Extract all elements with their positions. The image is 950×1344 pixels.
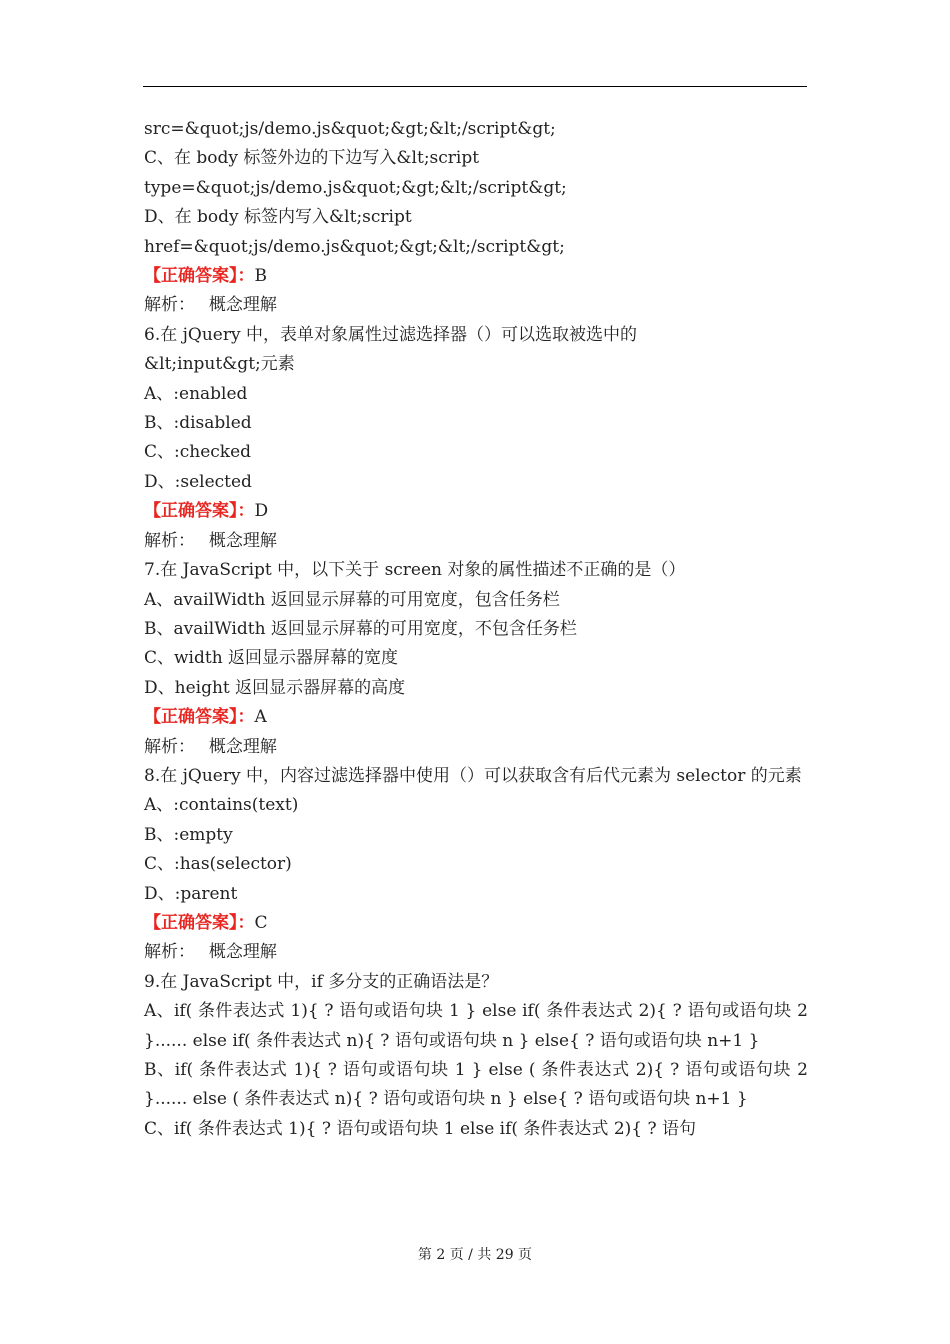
option-a: A、if( 条件表达式 1){ ? 语句或语句块 1 } else if( 条件表达式 2){ ? 语句或语句块 2 }...... else if( 条件表达式 n){ ? 语句或语句块 n } else{ ? 语句或语句块 n+1 } (144, 1001, 814, 1051)
option-b: B、:disabled (144, 413, 252, 434)
analysis-line: 解析： 概念理解 (144, 530, 277, 551)
answer-value: C (254, 912, 268, 933)
question-7: 7.在 JavaScript 中，以下关于 screen 对象的属性描述不正确的是（） (144, 560, 686, 581)
option-b: B、availWidth 返回显示屏幕的可用宽度，不包含任务栏 (144, 618, 577, 639)
text-line: href=&quot;js/demo.js&quot;&gt;&lt;/script&gt; (144, 236, 565, 257)
document-body (144, 115, 814, 1144)
question-9: 9.在 JavaScript 中，if 多分支的正确语法是？ (144, 971, 499, 992)
answer-label: 【正确答案】： (144, 912, 255, 933)
answer-value: B (254, 266, 267, 287)
answer-label: 【正确答案】： (144, 501, 255, 522)
answer-line (144, 262, 808, 291)
analysis-line: 解析： 概念理解 (144, 295, 277, 316)
question-6-continued: &lt;input&gt;元素 (144, 354, 295, 375)
header-rule (143, 86, 807, 87)
question-8: 8.在 jQuery 中，内容过滤选择器中使用（）可以获取含有后代元素为 selector 的元素 (144, 765, 802, 786)
text-line: type=&quot;js/demo.js&quot;&gt;&lt;/script&gt; (144, 177, 567, 198)
option-c: C、:checked (144, 442, 252, 463)
option-d: D、:parent (144, 883, 238, 904)
answer-label: 【正确答案】： (144, 707, 255, 728)
answer-line (144, 497, 808, 526)
option-b: B、:empty (144, 824, 233, 845)
answer-line (144, 703, 808, 732)
text-line: C、在 body 标签外边的下边写入&lt;script (144, 148, 480, 169)
option-c: C、if( 条件表达式 1){ ? 语句或语句块 1 else if( 条件表达式 2){ ? 语句 (144, 1118, 697, 1139)
option-c: C、width 返回显示器屏幕的宽度 (144, 648, 399, 669)
text-line: D、在 body 标签内写入&lt;script (144, 207, 412, 228)
analysis-line: 解析： 概念理解 (144, 736, 277, 757)
option-d: D、:selected (144, 471, 252, 492)
answer-value: D (254, 501, 269, 522)
option-d: D、height 返回显示器屏幕的高度 (144, 677, 406, 698)
answer-value: A (254, 707, 267, 728)
option-c: C、:has(selector) (144, 854, 292, 875)
text-line: src=&quot;js/demo.js&quot;&gt;&lt;/script&gt; (144, 119, 556, 139)
answer-line (144, 909, 808, 938)
answer-label: 【正确答案】： (144, 266, 255, 287)
question-6: 6.在 jQuery 中，表单对象属性过滤选择器（）可以选取被选中的 (144, 324, 637, 345)
option-a: A、:enabled (144, 383, 248, 404)
option-a: A、:contains(text) (144, 795, 299, 816)
option-a: A、availWidth 返回显示屏幕的可用宽度，包含任务栏 (144, 589, 560, 610)
option-b: B、if( 条件表达式 1){ ? 语句或语句块 1 } else ( 条件表达式 2){ ? 语句或语句块 2 }...... else ( 条件表达式 n){ ? 语句或语句块 n } else{ ? 语句或语句块 n+1 } (144, 1060, 814, 1110)
analysis-line: 解析： 概念理解 (144, 942, 277, 963)
page-footer: 第 2 页 / 共 29 页 (417, 1247, 533, 1263)
